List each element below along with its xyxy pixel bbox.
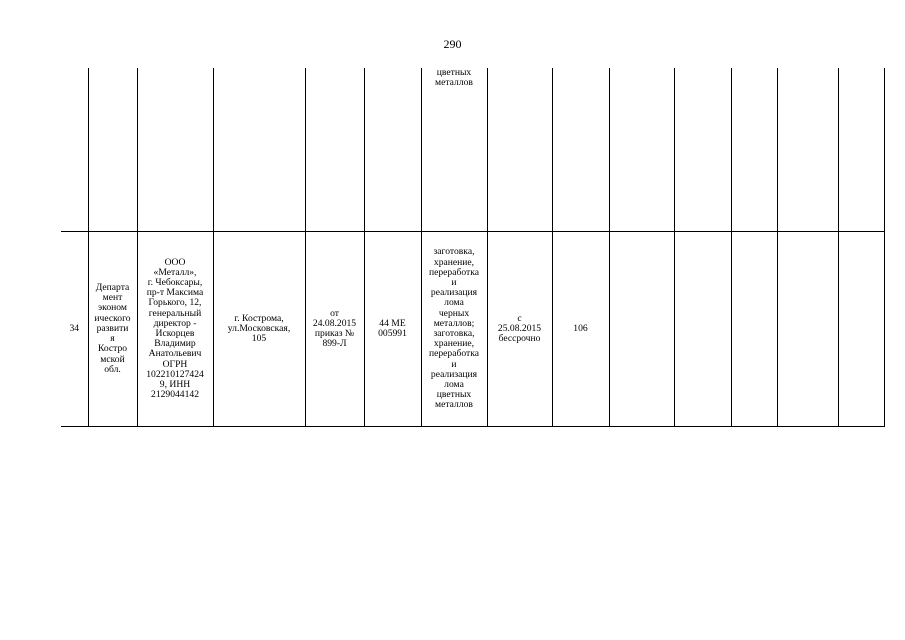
cell-empty bbox=[609, 232, 674, 427]
cell-code bbox=[552, 68, 609, 232]
activity-line: хранение, bbox=[433, 256, 475, 268]
cell-empty bbox=[609, 68, 674, 232]
cell-empty bbox=[777, 232, 838, 427]
authority-line: Костро bbox=[97, 343, 128, 355]
cell-activity bbox=[421, 232, 487, 427]
activity-line: лома bbox=[444, 379, 464, 391]
activity-line: лома bbox=[444, 297, 464, 309]
decision-line: 899-Л bbox=[322, 338, 347, 350]
activity-line: и bbox=[451, 358, 457, 370]
decision-line: приказ № bbox=[314, 328, 355, 339]
authority-line: развити bbox=[96, 322, 129, 334]
license-registry-table bbox=[61, 68, 885, 427]
validity-line: с bbox=[517, 312, 522, 324]
activity-line: переработка bbox=[428, 266, 480, 278]
cell-empty bbox=[777, 68, 838, 232]
activity-line: черных bbox=[438, 307, 470, 319]
cell-authority bbox=[88, 68, 137, 232]
cell-number bbox=[61, 68, 88, 232]
licensee-line: 9, ИНН bbox=[159, 379, 191, 391]
decision-line: от bbox=[330, 307, 339, 319]
address-line: 105 bbox=[251, 333, 267, 345]
activity-line: металлов bbox=[435, 77, 473, 89]
licensee-line: генеральный bbox=[148, 307, 202, 319]
licensee-line: Владимир bbox=[154, 338, 196, 350]
cell-empty bbox=[838, 68, 884, 232]
licensee-line: 102210127424 bbox=[146, 368, 204, 380]
authority-line: Департа bbox=[95, 282, 130, 294]
activity-line: металлов bbox=[435, 399, 473, 411]
cell-empty bbox=[731, 232, 777, 427]
cell-address bbox=[213, 68, 305, 232]
table-row-continuation bbox=[61, 68, 884, 232]
cell-license-number bbox=[364, 68, 421, 232]
activity-line: хранение, bbox=[433, 338, 475, 350]
cell-validity bbox=[487, 68, 552, 232]
address-line: г. Кострома, bbox=[234, 312, 284, 324]
cell-license-number bbox=[364, 232, 421, 427]
authority-line: я bbox=[110, 333, 115, 345]
licensee-line: Горького, 12, bbox=[148, 297, 202, 309]
cell-decision bbox=[305, 68, 364, 232]
cell-empty bbox=[838, 232, 884, 427]
activity-line: реализация bbox=[430, 287, 478, 299]
authority-line: эконом bbox=[98, 302, 127, 314]
activity-line: цветных bbox=[436, 68, 472, 78]
validity-line: 25.08.2015 bbox=[497, 322, 542, 334]
activity-line: реализация bbox=[430, 368, 478, 380]
validity-line: бессрочно bbox=[498, 333, 541, 345]
address-line: ул.Московская, bbox=[227, 322, 291, 334]
cell-validity bbox=[487, 232, 552, 427]
licensee-line: ООО bbox=[164, 256, 186, 268]
page-number: 290 bbox=[443, 37, 462, 51]
cell-code: 106 bbox=[552, 232, 609, 427]
authority-line: ического bbox=[94, 312, 131, 324]
cell-decision bbox=[305, 232, 364, 427]
licensee-line: пр-т Максима bbox=[146, 287, 204, 299]
table-row-entry-34 bbox=[61, 232, 884, 427]
authority-line: обл. bbox=[104, 363, 121, 375]
cell-activity bbox=[421, 68, 487, 232]
activity-line: заготовка, bbox=[433, 328, 475, 339]
cell-address bbox=[213, 232, 305, 427]
activity-line: заготовка, bbox=[433, 246, 475, 258]
activity-line: цветных bbox=[436, 389, 472, 401]
licensee-line: 2129044142 bbox=[151, 389, 199, 401]
cell-licensee bbox=[137, 68, 213, 232]
licensee-line: ОГРН bbox=[162, 358, 188, 370]
authority-line: мской bbox=[100, 353, 125, 365]
cell-empty bbox=[674, 68, 731, 232]
licensee-line: «Металл», bbox=[153, 266, 197, 278]
cell-authority bbox=[88, 232, 137, 427]
activity-line: переработка bbox=[428, 348, 480, 360]
license-number-line: 44 МЕ bbox=[379, 317, 406, 329]
cell-empty bbox=[674, 232, 731, 427]
license-number-line: 005991 bbox=[378, 328, 407, 339]
cell-empty bbox=[731, 68, 777, 232]
licensee-line: Искорцев bbox=[155, 328, 195, 339]
licensee-line: директор - bbox=[153, 317, 197, 329]
licensee-line: г. Чебоксары, bbox=[147, 276, 203, 288]
cell-number: 34 bbox=[61, 232, 88, 427]
authority-line: мент bbox=[102, 292, 123, 304]
activity-line: металлов; bbox=[433, 317, 475, 329]
licensee-line: Анатольевич bbox=[148, 348, 202, 360]
decision-line: 24.08.2015 bbox=[312, 317, 357, 329]
activity-line: и bbox=[451, 276, 457, 288]
cell-licensee bbox=[137, 232, 213, 427]
